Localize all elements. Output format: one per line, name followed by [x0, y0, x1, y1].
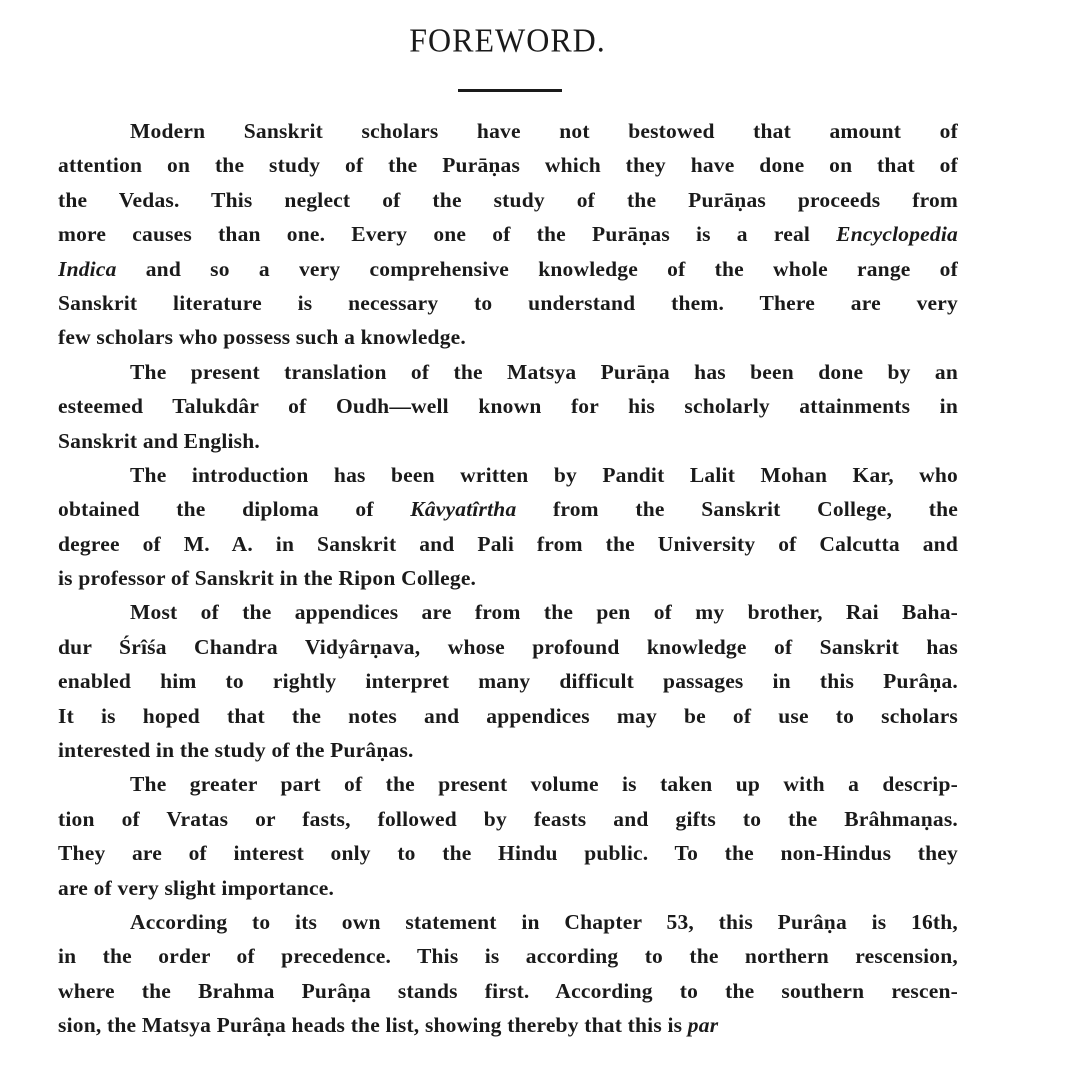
paragraph-line: more causes than one. Every one of the Purāṇas is a real Encyclopedia	[58, 222, 958, 247]
paragraph	[58, 355, 958, 458]
paragraph-line: The present translation of the Matsya Purāṇa has been done by an	[130, 359, 958, 384]
paragraph	[58, 114, 958, 355]
paragraph-line: interested in the study of the Purâṇas.	[58, 738, 414, 763]
paragraph-line: esteemed Talukdâr of Oudh—well known for his scholarly attainments in	[58, 394, 958, 419]
paragraph	[58, 767, 958, 905]
paragraph-line: They are of interest only to the Hindu public. To the non-Hindus they	[58, 841, 958, 866]
page-title: FOREWORD.	[409, 21, 606, 59]
paragraph	[58, 458, 958, 596]
document-body	[58, 114, 958, 1043]
paragraph-line: attention on the study of the Purāṇas which they have done on that of	[58, 153, 958, 178]
paragraph-line: are of very slight importance.	[58, 875, 335, 900]
paragraph-line: Sanskrit literature is necessary to understand them. There are very	[58, 290, 958, 315]
paragraph-line: obtained the diploma of Kâvyatîrtha from the Sanskrit College, the	[58, 497, 958, 522]
paragraph-line: degree of M. A. in Sanskrit and Pali from the University of Calcutta and	[58, 531, 958, 556]
paragraph-line: is professor of Sanskrit in the Ripon College.	[58, 566, 477, 591]
paragraph-line: Sanskrit and English.	[58, 428, 260, 453]
paragraph-line: tion of Vratas or fasts, followed by feasts and gifts to the Brâhmaṇas.	[58, 806, 958, 831]
paragraph-line: enabled him to rightly interpret many difficult passages in this Purâṇa.	[58, 669, 958, 694]
paragraph-line: The greater part of the present volume is taken up with a descrip-	[130, 772, 958, 797]
paragraph-line: Most of the appendices are from the pen of my brother, Rai Baha-	[130, 600, 958, 625]
paragraph-line: few scholars who possess such a knowledge.	[58, 325, 466, 350]
paragraph-line: sion, the Matsya Purâṇa heads the list, showing thereby that this is par	[58, 1013, 719, 1038]
paragraph-line: According to its own statement in Chapter 53, this Purâṇa is 16th,	[130, 909, 958, 934]
paragraph-line: It is hoped that the notes and appendices may be of use to scholars	[58, 703, 958, 728]
paragraph-line: dur Śrîśa Chandra Vidyârṇava, whose profound knowledge of Sanskrit has	[58, 634, 958, 659]
paragraph	[58, 905, 958, 1043]
paragraph-line: The introduction has been written by Pandit Lalit Mohan Kar, who	[130, 462, 958, 487]
paragraph-line: Indica and so a very comprehensive knowledge of the whole range of	[58, 256, 958, 281]
paragraph-line: the Vedas. This neglect of the study of the Purāṇas proceeds from	[58, 187, 958, 212]
paragraph-line: Modern Sanskrit scholars have not bestowed that amount of	[130, 119, 958, 143]
title-divider	[458, 89, 562, 92]
paragraph-line: in the order of precedence. This is according to the northern rescension,	[58, 944, 958, 969]
paragraph-line: where the Brahma Purâṇa stands first. According to the southern rescen-	[58, 978, 958, 1003]
paragraph	[58, 595, 958, 767]
